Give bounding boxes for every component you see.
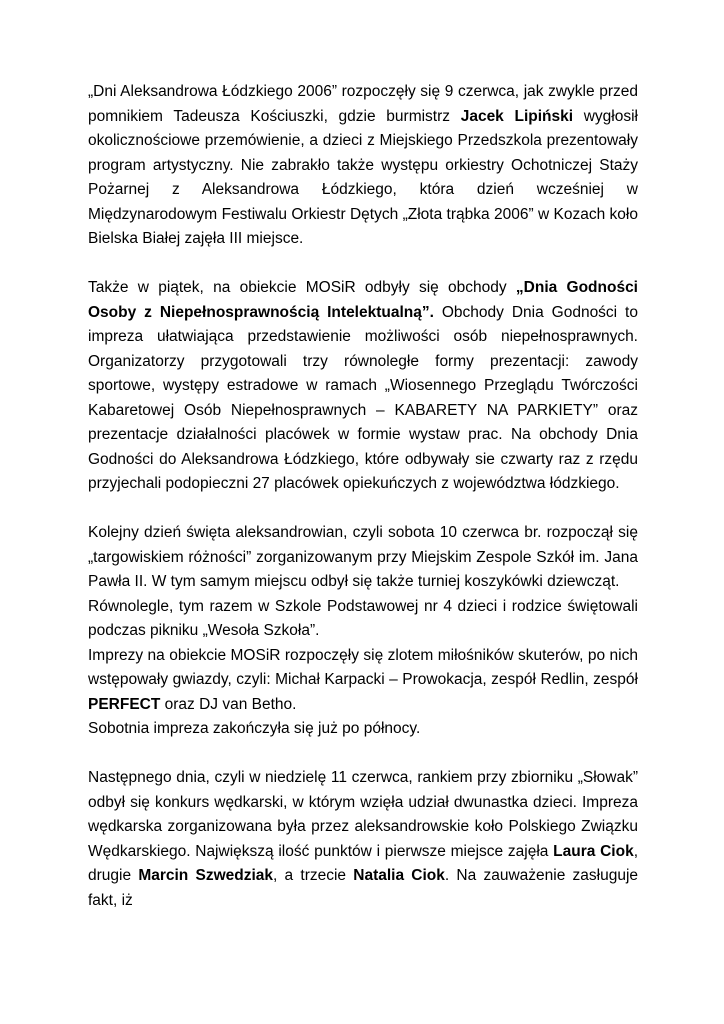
bold-event-title: „Dnia Godności Osoby z Niepełnosprawnością Intelektualną”.: [88, 279, 638, 321]
text-segment: Następnego dnia, czyli w niedzielę 11 czerwca, rankiem przy zbiorniku „Słowak” odbył się konkurs wędkarski, w którym wzięła udział dwunastka dzieci. Impreza wędkarska zorganizowana była przez aleksandrowskie koło Polskiego Związku Wędkarskiego. Największą ilość punktów i pierwsze miejsce zajęła: [88, 769, 638, 860]
text-segment: Także w piątek, na obiekcie MOSiR odbyły się obchody: [88, 279, 516, 296]
text-segment: Obchody Dnia Godności to impreza ułatwiająca przedstawienie możliwości osób niepełnosprawnych. Organizatorzy przygotowali trzy równoległe formy prezentacji: zawody sportowe, występy estradowe w ramach „Wiosennego Przeglądu Twórczości Kabaretowej Osób Niepełnosprawnych – KABARETY NA PARKIETY” oraz prezentacje działalności placówek w formie wystaw prac. Na obchody Dnia Godności do Aleksandrowa Łódzkiego, które odbywały sie czwarty raz z rzędu przyjechali podopieczni 27 placówek opiekuńczych z województwa łódzkiego.: [88, 303, 638, 492]
paragraph-dignity-day: [88, 276, 638, 497]
paragraph-opening-ceremony: [88, 80, 638, 252]
text-segment: Imprezy na obiekcie MOSiR rozpoczęły się zlotem miłośników skuterów, po nich wstępowały gwiazdy, czyli: Michał Karpacki – Prowokacja, zespół Redlin, zespół: [88, 646, 638, 688]
text-segment: Równolegle, tym razem w Szkole Podstawowej nr 4 dzieci i rodzice świętowali podczas pikniku „Wesoła Szkoła”.: [88, 597, 638, 639]
document-page: [88, 80, 638, 913]
bold-winner-third: Natalia Ciok: [353, 867, 445, 884]
text-segment: Sobotnia impreza zakończyła się już po północy.: [88, 720, 421, 737]
paragraph-saturday-events: [88, 521, 638, 742]
bold-name-mayor: Jacek Lipiński: [460, 107, 574, 125]
text-segment: wygłosił okolicznościowe przemówienie, a dzieci z Miejskiego Przedszkola prezentowały program artystyczny. Nie zabrakło także występu orkiestry Ochotniczej Staży Pożarnej z Aleksandrowa Łódzkiego, która dzień wcześniej w Międzynarodowym Festiwalu Orkiestr Dętych „Złota trąbka 2006” w Kozach koło Bielska Białej zajęła III miejsce.: [88, 107, 638, 247]
text-segment: Kolejny dzień święta aleksandrowian, czyli sobota 10 czerwca br. rozpoczął się „targowiskiem różności” zorganizowanym przy Miejskim Zespole Szkół im. Jana Pawła II. W tym samym miejscu odbył się także turniej koszykówki dziewcząt.: [88, 524, 638, 590]
text-segment: „Dni Aleksandrowa Łódzkiego 2006” rozpoczęły się 9 czerwca, jak zwykle przed pomnikiem Tadeusza Kościuszki, gdzie burmistrz: [88, 83, 638, 125]
text-segment: , drugie: [88, 842, 638, 884]
text-segment: , a trzecie: [273, 867, 354, 884]
bold-winner-first: Laura Ciok: [553, 842, 634, 860]
text-segment: oraz DJ van Betho.: [160, 695, 297, 713]
paragraph-fishing-contest: [88, 766, 638, 913]
text-line-mosir: [88, 644, 638, 718]
text-segment: . Na zauważenie zasługuje fakt, iż: [88, 867, 639, 909]
bold-winner-second: Marcin Szwedziak: [138, 867, 274, 884]
bold-band-name: PERFECT: [88, 695, 161, 713]
